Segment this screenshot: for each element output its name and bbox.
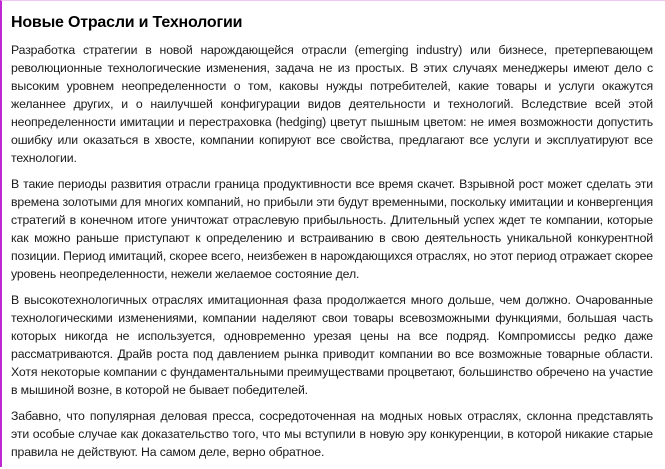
article-paragraph-3: В высокотехнологичных отраслях имитационная фаза продолжается много дольше, чем должно. Очарованные технологическими изменениями, компании наделяют свои товары всевозможными функциями, большая часть которых никогда не используется, одновременно урезая цены на все подряд. Компромиссы редко даже рассматриваются. Драйв роста под давлением рынка приводит компании во все возможные товарные области. Хотя некоторые компании с фундаментальными преимуществами процветают, большинство обречено на участие в мышиной возне, в которой не бывает победителей.	[11, 293, 653, 397]
article	[11, 13, 653, 469]
article-paragraph-4: Забавно, что популярная деловая пресса, сосредоточенная на модных новых отраслях, склонна представлять эти особые случае как доказательство того, что мы вступили в новую эру конкуренции, в которой никакие старые правила не действуют. На самом деле, верно обратное.	[11, 409, 653, 459]
article-paragraph-2: В такие периоды развития отрасли граница продуктивности все время скачет. Взрывной рост может сделать эти времена золотыми для многих компаний, но прибыли эти будут временными, поскольку имитации и конвергенция стратегий в конечном итоге уничтожат отраслевую прибыльность. Длительный успех ждет те компании, которые как можно раньше приступают к определению и встраиванию в свою деятельность уникальной конкурентной позиции. Период имитаций, скорее всего, неизбежен в нарождающихся отраслях, но этот период отражает скорее уровень неопределенности, нежели желаемое состояние дел.	[11, 177, 653, 281]
article-title: Новые Отрасли и Технологии	[11, 14, 243, 31]
article-paragraph-1: Разработка стратегии в новой нарождающейся отрасли (emerging industry) или бизнесе, претерпевающем революционные технологические изменения, задача не из простых. В этих случаях менеджеры имеют дело с высоким уровнем неопределенности о том, каковы нужды потребителей, какие товары и услуги окажутся желаннее других, и о наилучшей конфигурации видов деятельности и технологий. Вследствие всей этой неопределенности имитации и перестраховка (hedging) цветут пышным цветом: не имея возможности допустить ошибку или оказаться в хвосте, компании копируют все свойства, предлагают все услуги и эксплуатируют все технологии.	[11, 43, 653, 165]
